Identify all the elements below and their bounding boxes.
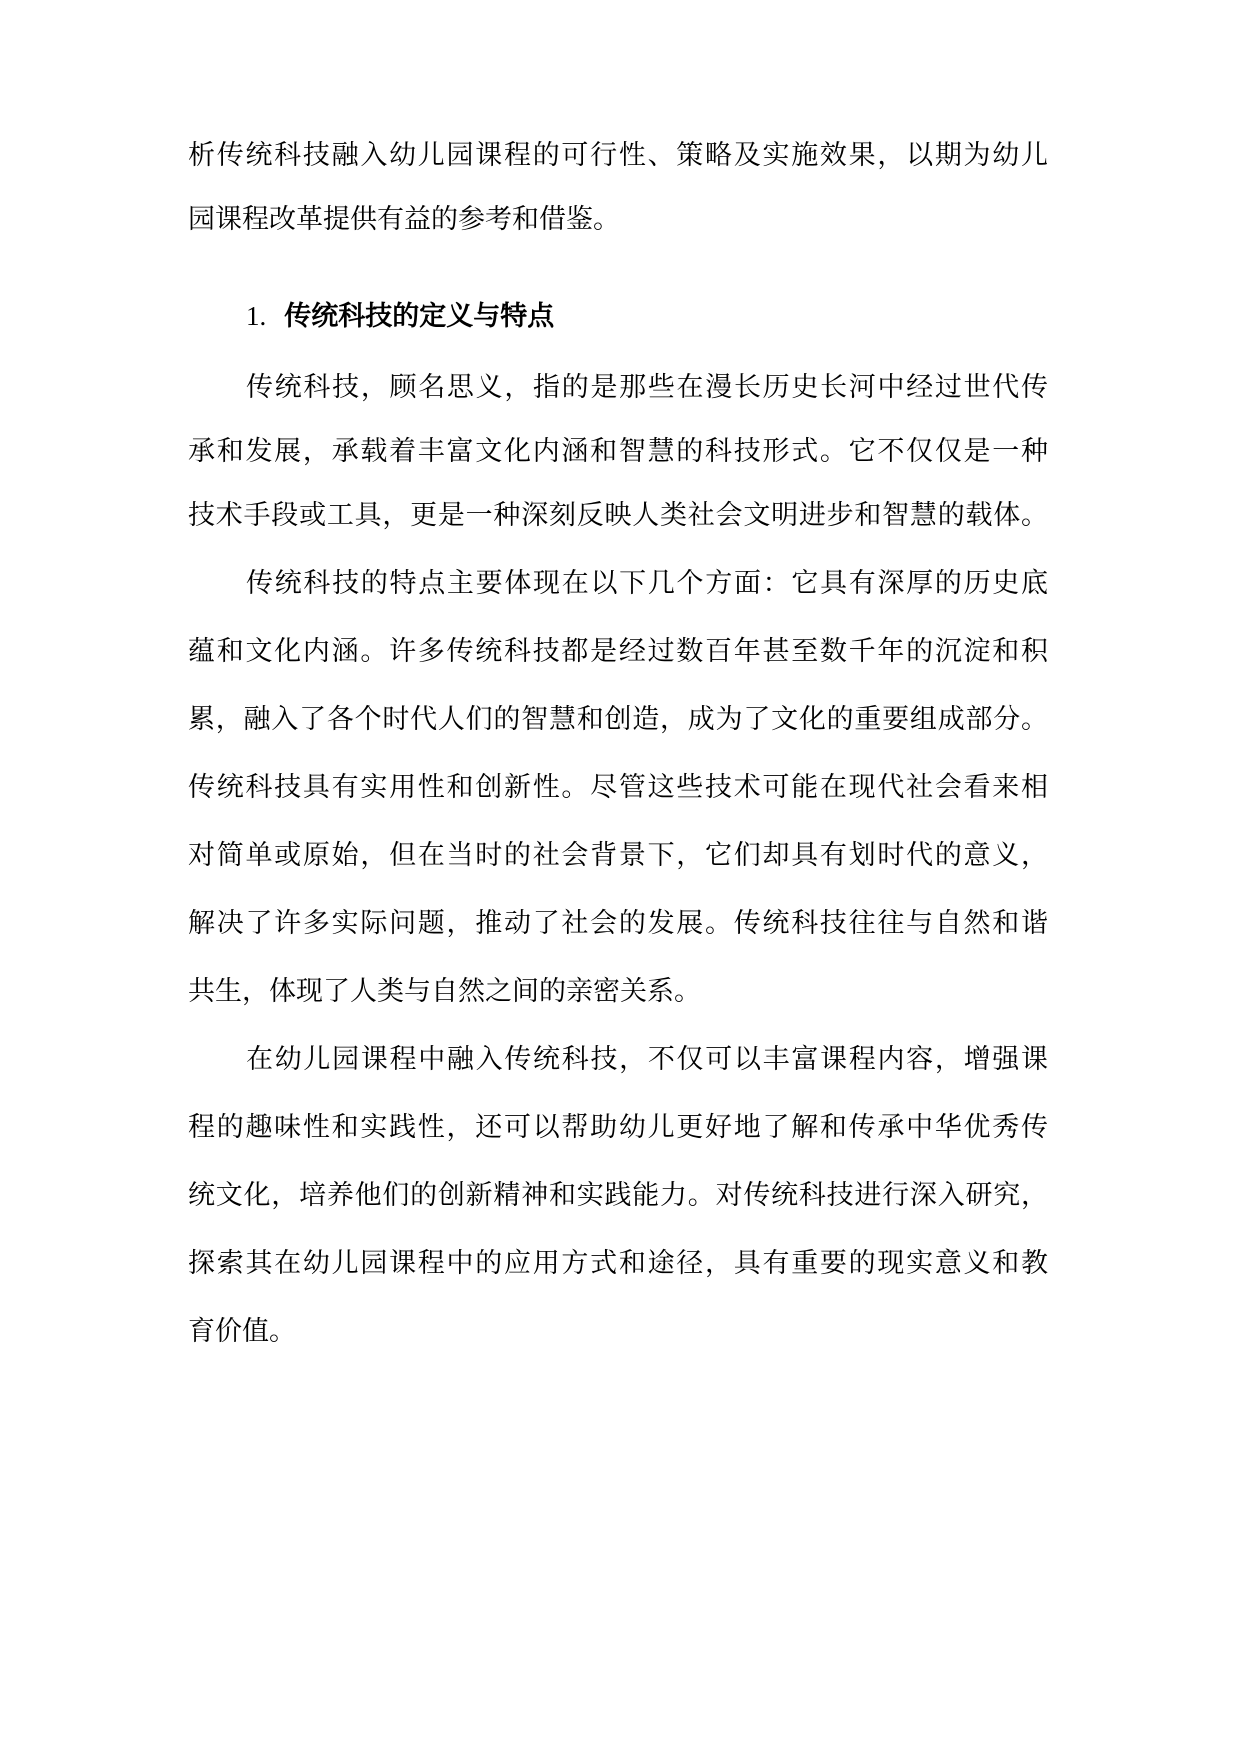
paragraph-2-line-3: 累，融入了各个时代人们的智慧和创造，成为了文化的重要组成部分。 xyxy=(188,704,1048,735)
paragraph-3-line-2: 程的趣味性和实践性，还可以帮助幼儿更好地了解和传承中华优秀传 xyxy=(188,1112,1048,1143)
paragraph-3-line-4: 探索其在幼儿园课程中的应用方式和途径，具有重要的现实意义和教 xyxy=(188,1248,1048,1279)
paragraph-2-line-4: 传统科技具有实用性和创新性。尽管这些技术可能在现代社会看来相 xyxy=(188,772,1048,803)
paragraph-2-line-1: 传统科技的特点主要体现在以下几个方面：它具有深厚的历史底 xyxy=(246,568,1048,599)
paragraph-1-line-3: 技术手段或工具，更是一种深刻反映人类社会文明进步和智慧的载体。 xyxy=(188,500,1048,531)
section-number: 1. xyxy=(246,301,267,331)
paragraph-1-line-1: 传统科技，顾名思义，指的是那些在漫长历史长河中经过世代传 xyxy=(246,372,1048,403)
paragraph-2-line-7: 共生，体现了人类与自然之间的亲密关系。 xyxy=(188,976,701,1007)
paragraph-2-line-5: 对简单或原始，但在当时的社会背景下，它们却具有划时代的意义， xyxy=(188,840,1048,871)
intro-line-1: 析传统科技融入幼儿园课程的可行性、策略及实施效果，以期为幼儿 xyxy=(188,140,1048,171)
section-heading xyxy=(246,296,554,337)
paragraph-2-line-6: 解决了许多实际问题，推动了社会的发展。传统科技往往与自然和谐 xyxy=(188,908,1048,939)
paragraph-3-line-5: 育价值。 xyxy=(188,1316,296,1347)
paragraph-2-line-2: 蕴和文化内涵。许多传统科技都是经过数百年甚至数千年的沉淀和积 xyxy=(188,636,1048,667)
paragraph-3-line-1: 在幼儿园课程中融入传统科技，不仅可以丰富课程内容，增强课 xyxy=(246,1044,1048,1075)
paragraph-3-line-3: 统文化，培养他们的创新精神和实践能力。对传统科技进行深入研究， xyxy=(188,1180,1048,1211)
section-title: 传统科技的定义与特点 xyxy=(284,301,555,332)
paragraph-1-line-2: 承和发展，承载着丰富文化内涵和智慧的科技形式。它不仅仅是一种 xyxy=(188,436,1048,467)
intro-line-2: 园课程改革提供有益的参考和借鉴。 xyxy=(188,204,620,235)
